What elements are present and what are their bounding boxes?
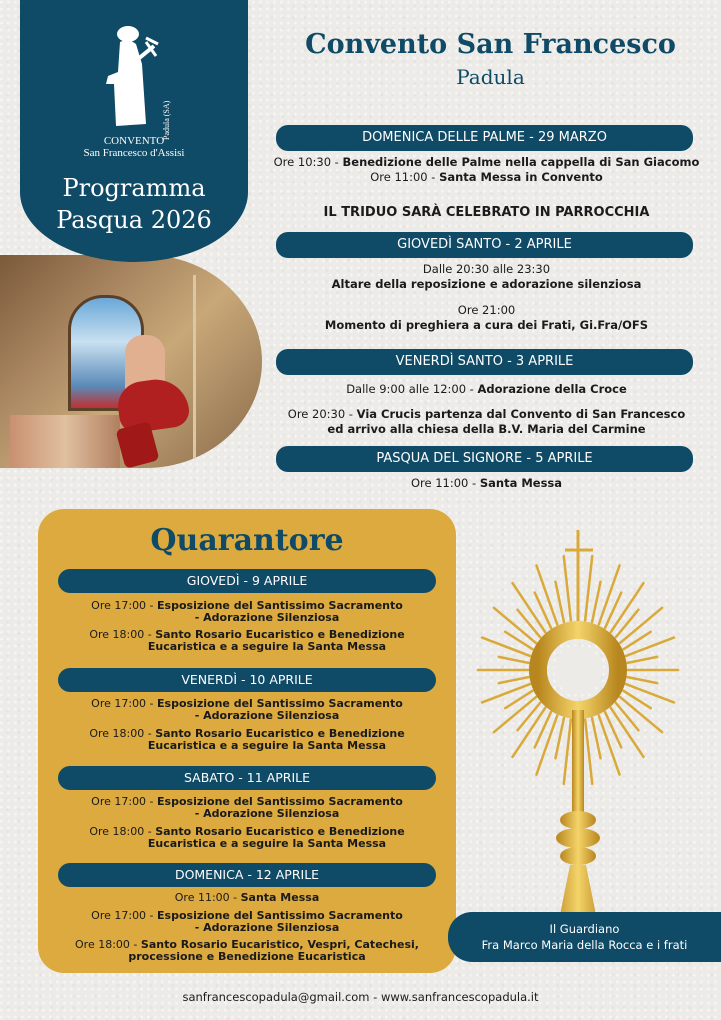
day-header: GIOVEDÌ - 9 APRILE: [58, 569, 436, 593]
quarantore-box: [38, 509, 456, 973]
monstrance-ray: [518, 703, 541, 731]
item-time: Ore 18:00 -: [75, 938, 141, 951]
item-time: Ore 10:30 -: [273, 155, 343, 169]
item-time: Ore 18:00 -: [89, 727, 156, 740]
item-desc: Santo Rosario Eucaristico, Vespri, Catechesi,: [140, 938, 419, 951]
guardiano-title: Il Guardiano: [549, 922, 620, 936]
program-banner: [20, 0, 248, 262]
logo-line1: CONVENTO: [103, 135, 165, 147]
day-header: SABATO - 11 APRILE: [58, 766, 436, 790]
item-desc-cont: Eucaristica e a seguire la Santa Messa: [147, 837, 387, 850]
monstrance-ray: [564, 719, 571, 783]
item-desc-cont: - Adorazione Silenziosa: [194, 709, 340, 722]
item-time: Ore 11:00 -: [410, 476, 480, 490]
item-time: Ore 18:00 -: [89, 628, 156, 641]
monstrance-ray: [482, 638, 530, 656]
monstrance-ray: [536, 565, 557, 624]
monstrance-ray: [626, 684, 674, 702]
guardiano-name: Fra Marco Maria della Rocca e i frati: [481, 938, 688, 952]
monstrance-ray: [616, 703, 639, 731]
item-time: Ore 17:00 -: [91, 909, 158, 922]
schedule-item: [270, 170, 703, 185]
monstrance-ray: [499, 677, 529, 683]
triduo-notice: IL TRIDUO SARÀ CELEBRATO IN PARROCCHIA: [323, 205, 650, 220]
monstrance-ray: [623, 691, 650, 708]
monstrance-ray: [536, 715, 557, 774]
item-desc-cont: processione e Benedizione Eucaristica: [128, 950, 366, 963]
logo-line2: San Francesco d'Assisi: [83, 147, 185, 159]
convent-title: Convento San Francesco: [305, 29, 676, 60]
monstrance-ray: [499, 657, 529, 663]
church-photo: [0, 255, 262, 468]
palme-header: DOMENICA DELLE PALME - 29 MARZO: [276, 125, 693, 151]
guardiano-signature: [448, 912, 721, 962]
monstrance-ray: [627, 677, 657, 683]
program-title-line1: Programma: [62, 174, 206, 202]
program-title: [20, 172, 248, 236]
fresco: [10, 415, 120, 468]
item-desc: Benedizione delle Palme nella cappella di San Giacomo: [342, 155, 700, 169]
item-desc: Esposizione del Santissimo Sacramento: [157, 909, 403, 922]
monstrance-image: [475, 520, 695, 980]
monstrance-ray: [564, 556, 571, 620]
contact-footer: sanfrancescopadula@gmail.com - www.sanfrancescopadula.it: [182, 990, 539, 1004]
item-desc-cont: - Adorazione Silenziosa: [194, 611, 340, 624]
item-desc: Adorazione della Croce: [477, 382, 627, 396]
monstrance-ray: [505, 632, 532, 649]
item-time: Ore 17:00 -: [91, 599, 158, 612]
item-desc-cont: Eucaristica e a seguire la Santa Messa: [147, 739, 387, 752]
schedule-item: [38, 892, 456, 904]
monstrance-ray: [599, 565, 620, 624]
item-desc: Santo Rosario Eucaristico e Benedizione: [155, 825, 405, 838]
monstrance-ray: [592, 582, 600, 622]
item-time: Ore 21:00: [457, 303, 516, 317]
monstrance-ray: [627, 657, 657, 663]
item-time: Ore 20:30 -: [287, 407, 357, 421]
item-time: Ore 11:00 -: [370, 170, 440, 184]
day-header: DOMENICA - 12 APRILE: [58, 863, 436, 887]
monstrance-ray: [585, 556, 592, 620]
item-time: Dalle 20:30 alle 23:30: [422, 262, 551, 276]
item-desc-cont: - Adorazione Silenziosa: [194, 921, 340, 934]
item-desc: Momento di preghiera a cura dei Frati, Gi.Fra/OFS: [324, 318, 649, 332]
saint-francis-icon: [102, 24, 166, 134]
monstrance-ray: [616, 610, 639, 638]
item-time: Ore 18:00 -: [89, 825, 156, 838]
item-desc: Via Crucis partenza dal Convento di San Francesco: [356, 407, 686, 421]
item-time: Dalle 9:00 alle 12:00 -: [346, 382, 478, 396]
item-desc: Altare della reposizione e adorazione silenziosa: [331, 277, 642, 291]
item-desc-cont: Eucaristica e a seguire la Santa Messa: [147, 640, 387, 653]
monstrance-ray: [505, 691, 532, 708]
convent-subtitle: Padula: [456, 65, 525, 89]
item-time: Ore 17:00 -: [91, 697, 158, 710]
monstrance-ray: [555, 718, 563, 758]
monstrance-ray: [592, 718, 600, 758]
monstrance-ray: [599, 715, 620, 774]
item-desc-cont: ed arrivo alla chiesa della B.V. Maria del Carmine: [327, 422, 646, 436]
item-desc: Esposizione del Santissimo Sacramento: [157, 599, 403, 612]
convent-logo: [20, 20, 248, 160]
item-desc: Esposizione del Santissimo Sacramento: [157, 697, 403, 710]
monstrance-ray: [555, 582, 563, 622]
pasqua-header: PASQUA DEL SIGNORE - 5 APRILE: [276, 446, 693, 472]
monstrance-ray: [585, 719, 592, 783]
schedule-item: [270, 155, 703, 170]
monstrance-ray: [626, 638, 674, 656]
item-time: Ore 17:00 -: [91, 795, 158, 808]
banner-pole: [193, 275, 196, 465]
program-title-line2: Pasqua 2026: [56, 206, 212, 234]
item-desc: Santa Messa in Convento: [439, 170, 603, 184]
schedule-item: [270, 476, 703, 491]
giovedi-santo-header: GIOVEDÌ SANTO - 2 APRILE: [276, 232, 693, 258]
day-header: VENERDÌ - 10 APRILE: [58, 668, 436, 692]
monstrance-ray: [518, 610, 541, 638]
item-desc: Santo Rosario Eucaristico e Benedizione: [155, 727, 405, 740]
quarantore-title: Quarantore: [150, 523, 344, 558]
item-desc: Esposizione del Santissimo Sacramento: [157, 795, 403, 808]
item-time: Ore 11:00 -: [174, 891, 241, 904]
monstrance-ray: [482, 684, 530, 702]
item-desc: Santo Rosario Eucaristico e Benedizione: [155, 628, 405, 641]
item-desc: Santa Messa: [240, 891, 320, 904]
monstrance-ray: [623, 632, 650, 649]
item-desc-cont: - Adorazione Silenziosa: [194, 807, 340, 820]
item-desc: Santa Messa: [479, 476, 563, 490]
logo-location: Padula (SA): [162, 100, 171, 140]
schedule-item: [270, 382, 703, 397]
monstrance-icon: [475, 520, 695, 980]
schedule-item: [270, 407, 703, 422]
venerdi-santo-header: VENERDÌ SANTO - 3 APRILE: [276, 349, 693, 375]
